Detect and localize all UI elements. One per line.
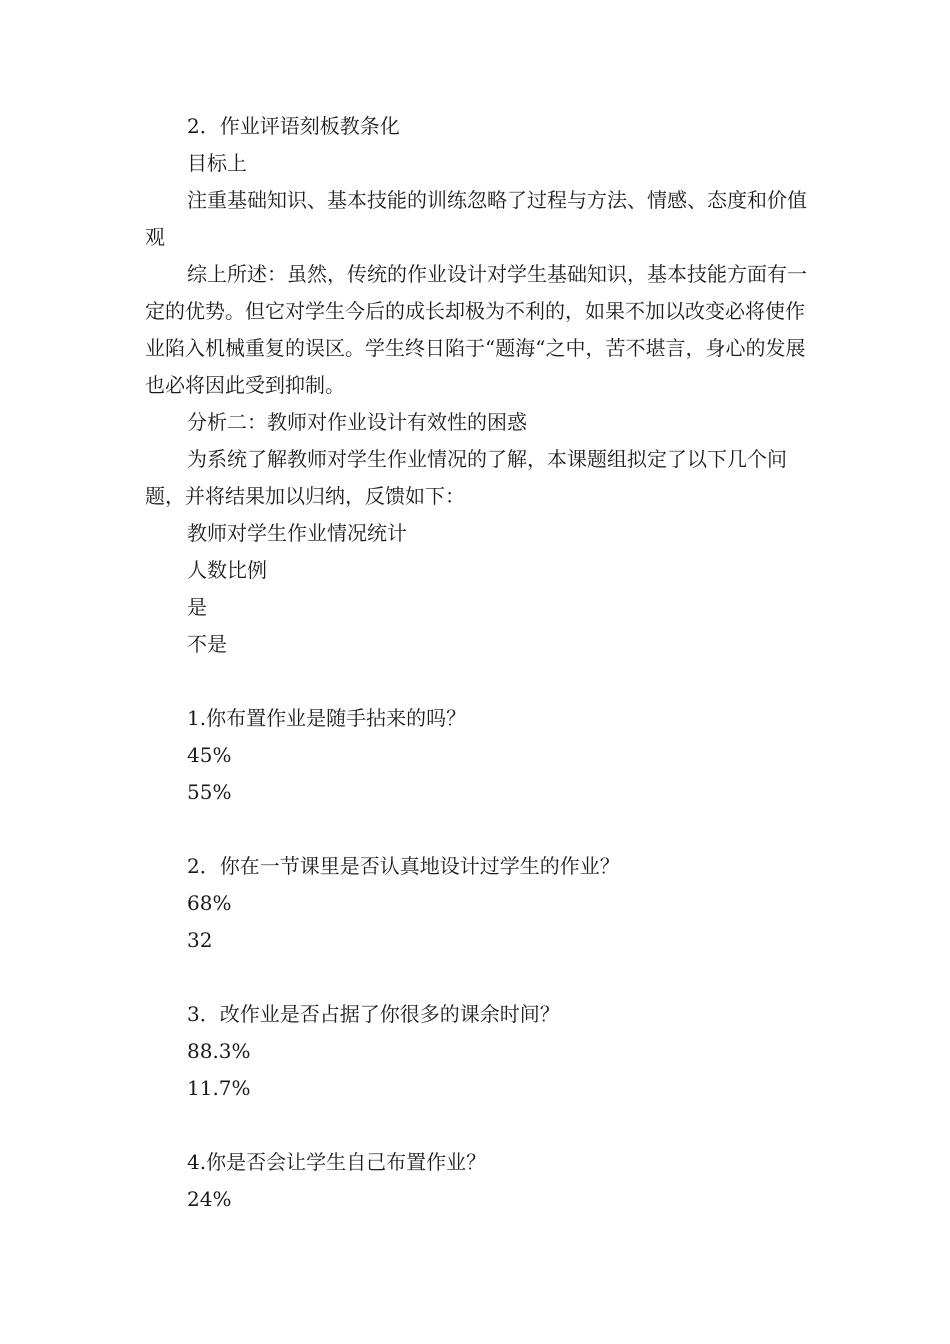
section-heading: 分析二：教师对作业设计有效性的困惑 bbox=[187, 410, 527, 434]
row-no-value: 32 bbox=[187, 928, 213, 952]
survey-table bbox=[145, 515, 810, 1218]
row-yes-value: 45% bbox=[187, 743, 232, 767]
row-no-value: 11.7% bbox=[187, 1076, 251, 1100]
table-header-label: 人数比例 bbox=[187, 558, 267, 582]
row-yes-value: 88.3% bbox=[187, 1039, 251, 1063]
table-column-yes: 是 bbox=[187, 595, 207, 619]
document-page bbox=[145, 108, 810, 1218]
row-yes-value: 24% bbox=[187, 1187, 232, 1211]
table-title: 教师对学生作业情况统计 bbox=[187, 521, 407, 545]
spacer bbox=[145, 1107, 810, 1144]
paragraph: 为系统了解教师对学生作业情况的了解，本课题组拟定了以下几个问题，并将结果加以归纳，反馈如下： bbox=[145, 447, 787, 508]
table-row bbox=[145, 848, 810, 996]
section-heading: 2．作业评语刻板教条化 bbox=[187, 114, 400, 138]
row-question: 2．你在一节课里是否认真地设计过学生的作业？ bbox=[187, 854, 620, 878]
row-no-value: 55% bbox=[187, 780, 232, 804]
spacer bbox=[145, 811, 810, 848]
spacer bbox=[145, 663, 810, 700]
table-row bbox=[145, 996, 810, 1144]
paragraph: 注重基础知识、基本技能的训练忽略了过程与方法、情感、态度和价值观 bbox=[145, 188, 807, 249]
row-question: 1.你布置作业是随手拈来的吗？ bbox=[187, 706, 467, 730]
table-row bbox=[145, 700, 810, 848]
table-row bbox=[145, 1144, 810, 1218]
row-question: 4.你是否会让学生自己布置作业？ bbox=[187, 1150, 487, 1174]
row-yes-value: 68% bbox=[187, 891, 232, 915]
row-question: 3．改作业是否占据了你很多的课余时间？ bbox=[187, 1002, 560, 1026]
spacer bbox=[145, 959, 810, 996]
paragraph: 综上所述：虽然，传统的作业设计对学生基础知识，基本技能方面有一定的优势。但它对学生今后的成长却极为不利的，如果不加以改变必将使作业陷入机械重复的误区。学生终日陷于“题海“之中，苦不堪言，身心的发展也必将因此受到抑制。 bbox=[145, 262, 807, 397]
table-column-no: 不是 bbox=[187, 632, 227, 656]
paragraph: 目标上 bbox=[187, 151, 247, 175]
